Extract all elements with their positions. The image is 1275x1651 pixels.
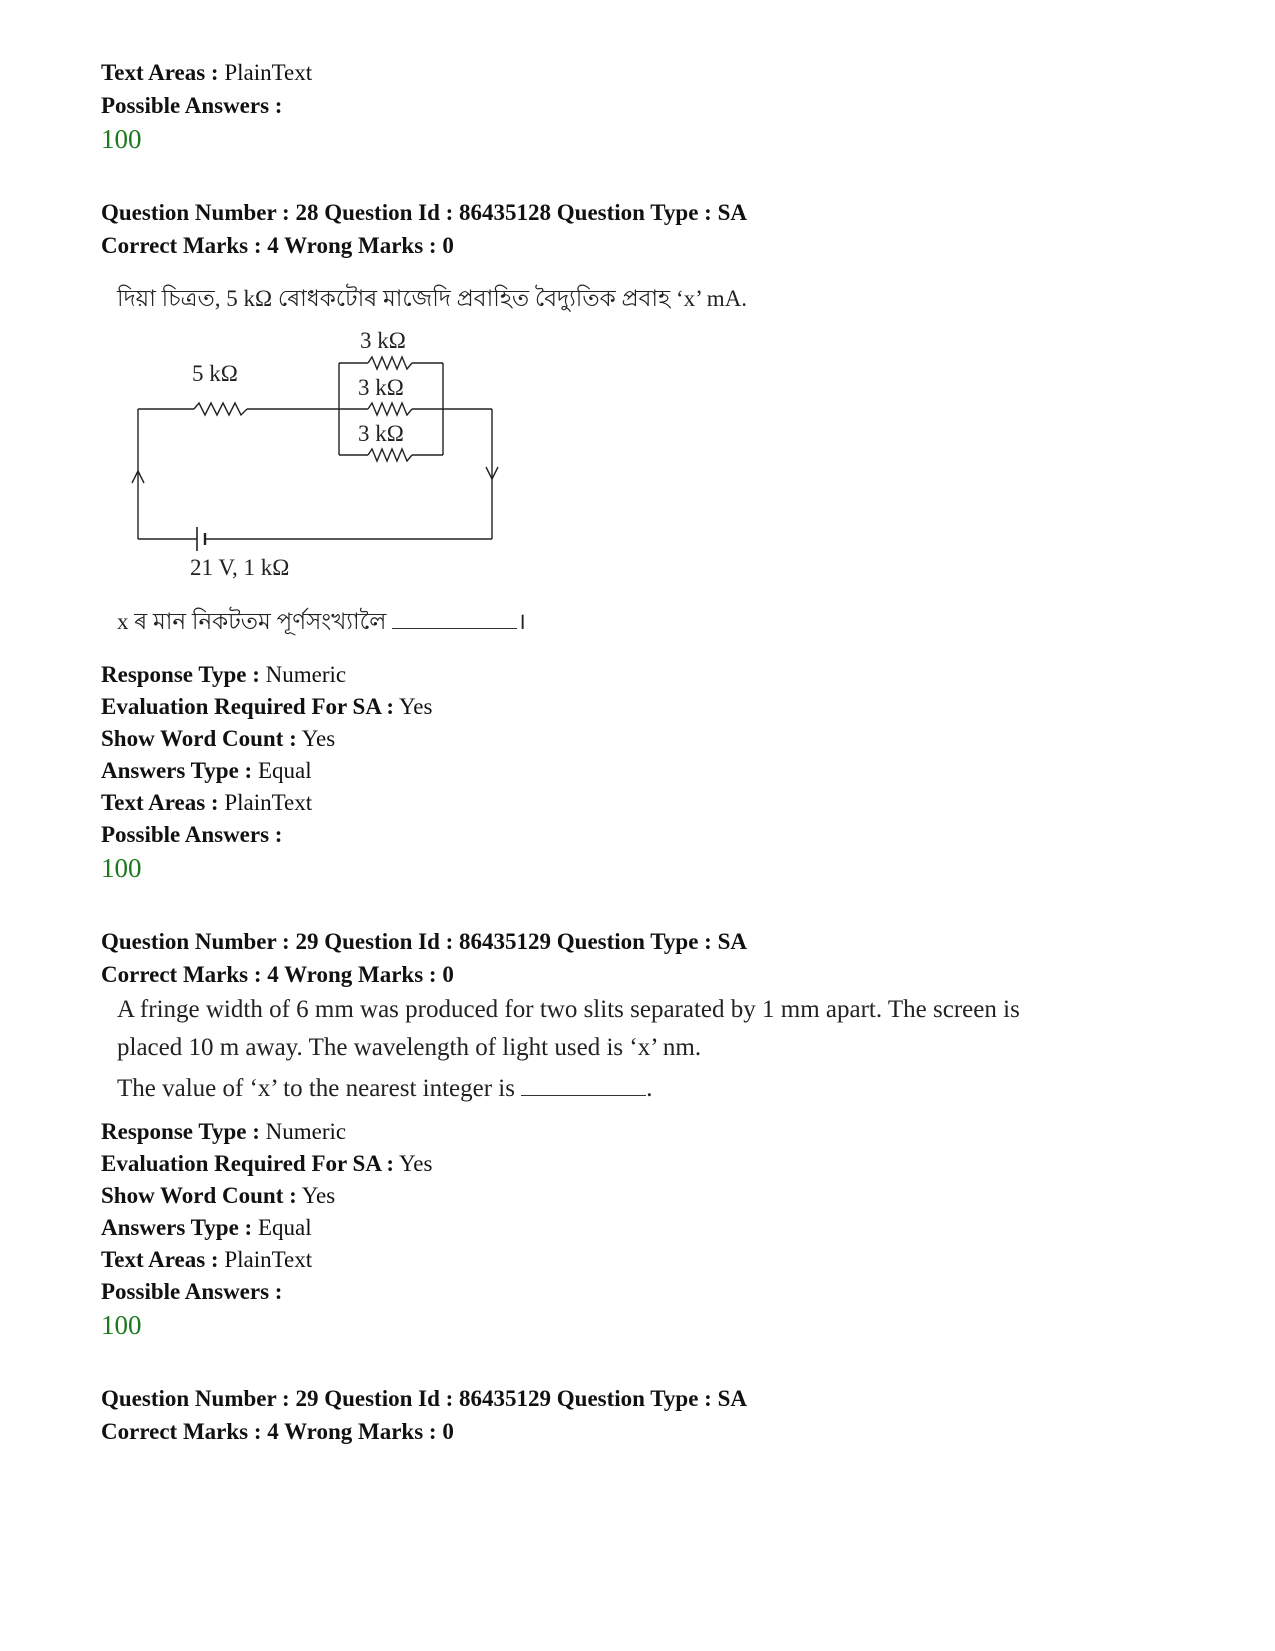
question-header: Question Number : 29 Question Id : 86435129 Question Type : SA [101,929,747,954]
field-value: Yes [301,1183,336,1208]
question-marks: Correct Marks : 4 Wrong Marks : 0 [101,962,454,987]
field-value: Equal [257,758,312,783]
label-5k: 5 kΩ [192,361,238,386]
label-3k-top: 3 kΩ [360,328,406,353]
field-label: Evaluation Required For SA : [101,694,395,719]
circuit-diagram [120,325,540,605]
question-prompt-end: । [517,609,526,634]
answer-blank [521,1077,646,1096]
field-label: Show Word Count : [101,1183,297,1208]
possible-answer: 100 [101,124,142,154]
field-value: Yes [399,694,433,719]
resistor-5k [194,403,247,415]
field-value: Yes [399,1151,433,1176]
field-label: Answers Type : [101,758,253,783]
field-value: Numeric [265,662,347,687]
field-label: Show Word Count : [101,726,297,751]
possible-answer: 100 [101,1310,142,1340]
field-label: Response Type : [101,662,260,687]
field-value: PlainText [224,1247,313,1272]
possible-answers-label: Possible Answers : [101,93,283,118]
label-battery: 21 V, 1 kΩ [190,555,290,580]
field-row [101,692,432,722]
question-text: দিয়া চিত্ৰত, 5 kΩ ৰোধকটোৰ মাজেদি প্ৰবাহিত বৈদ্যুতিক প্ৰবাহ ‘x’ mA. [117,286,748,311]
label-3k-middle: 3 kΩ [358,375,404,400]
field-value: PlainText [224,790,313,815]
question-header: Question Number : 28 Question Id : 86435128 Question Type : SA [101,200,747,225]
field-row [101,1117,346,1147]
field-row [101,1149,432,1179]
field-row [101,788,312,818]
answer-blank [392,610,517,629]
text-areas-row [101,58,312,88]
field-value: Numeric [265,1119,347,1144]
field-value: PlainText [224,60,313,85]
field-label: Text Areas : [101,790,219,815]
field-value: Equal [257,1215,312,1240]
resistor-3k-middle [368,403,412,415]
field-label: Evaluation Required For SA : [101,1151,395,1176]
field-row [101,1213,312,1243]
field-row [101,756,312,786]
field-label: Text Areas : [101,1247,219,1272]
question-text-line-1: A fringe width of 6 mm was produced for two slits separated by 1 mm apart. The screen is [117,996,1020,1023]
question-header: Question Number : 29 Question Id : 86435129 Question Type : SA [101,1386,747,1411]
field-row [101,1181,335,1211]
field-row [101,724,335,754]
question-prompt-text: x ৰ মান নিকটতম পূৰ্ণসংখ্যালৈ [117,609,387,634]
question-prompt-text: The value of ‘x’ to the nearest integer is [117,1075,515,1102]
field-label: Response Type : [101,1119,260,1144]
field-label: Possible Answers : [101,822,283,847]
resistor-3k-bottom [368,449,412,461]
field-row [101,1245,312,1275]
field-row [101,1277,282,1307]
question-prompt-end: . [646,1075,653,1102]
question-marks: Correct Marks : 4 Wrong Marks : 0 [101,1419,454,1444]
question-text-line-3 [117,1074,653,1104]
possible-answer: 100 [101,853,142,883]
field-label: Text Areas : [101,60,219,85]
label-3k-bottom: 3 kΩ [358,421,404,446]
field-label: Answers Type : [101,1215,253,1240]
question-marks: Correct Marks : 4 Wrong Marks : 0 [101,233,454,258]
question-text-line-2: placed 10 m away. The wavelength of light used is ‘x’ nm. [117,1034,702,1061]
field-label: Possible Answers : [101,1279,283,1304]
field-row [101,820,282,850]
field-value: Yes [301,726,336,751]
resistor-3k-top [368,357,412,369]
field-row [101,660,346,690]
question-prompt [117,607,526,637]
